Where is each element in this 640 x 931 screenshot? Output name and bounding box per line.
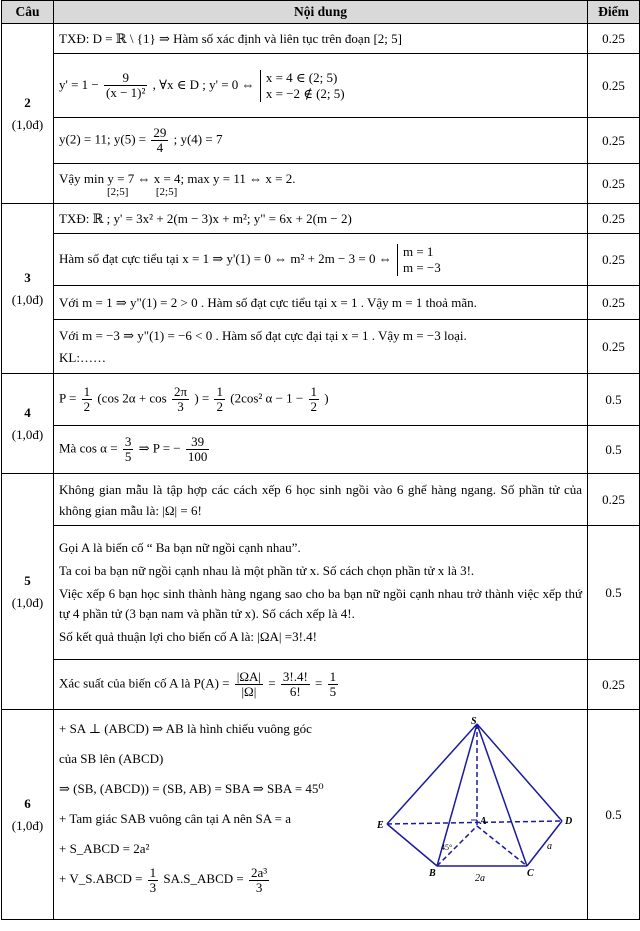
q4-half1 <box>82 385 93 414</box>
q3-line2 <box>54 234 588 286</box>
q5-l4: Việc xếp 6 bạn học sinh thành hàng ngang sao cho ba bạn nữ ngồi cạnh nhau trở thành việc xếp thứ tự 4 phần tử (3 bạn nam và phần tử x). Số cách xếp là 4!. <box>59 586 582 621</box>
label-2a: 2a <box>475 873 485 884</box>
q2-l2a: y' = 1 − <box>59 76 99 92</box>
q6-l6a: + V_S.ABCD = <box>59 871 143 886</box>
label-E: E <box>377 820 384 831</box>
q4-tpi <box>172 385 189 414</box>
q4-points: (1,0đ) <box>11 426 44 442</box>
q3-l5: KL:…… <box>59 349 106 365</box>
q2-frac-num: 9 <box>104 71 147 86</box>
q2-label <box>2 24 54 204</box>
q4-frac4-d: 100 <box>187 449 208 464</box>
q3-score3: 0.25 <box>588 286 640 320</box>
q5-l2: Gọi A là biến cố “ Ba bạn nữ ngồi cạnh nhau”. <box>59 540 301 555</box>
q4-l2a: Mà cos α = <box>59 440 118 456</box>
q4-tpi-n: 2π <box>173 384 188 399</box>
q2-frac2-den: 4 <box>156 140 164 155</box>
edge-SD <box>477 724 562 821</box>
q6-f1 <box>148 866 159 895</box>
q4-label <box>2 374 54 474</box>
q3-sys1: m = 1 <box>402 243 434 259</box>
q4-half1-n: 1 <box>83 384 91 399</box>
q5-f2-d: 6! <box>289 684 301 699</box>
q4-l1d: (2cos² α − 1 − <box>230 390 304 406</box>
q5-score2: 0.5 <box>588 526 640 660</box>
label-S: S <box>471 716 477 727</box>
q4-half2 <box>214 385 225 414</box>
q5-f3 <box>328 670 339 699</box>
q4-half3-d: 2 <box>310 399 318 414</box>
q4-frac3 <box>123 435 134 464</box>
q5-f1-d: |Ω| <box>241 684 257 699</box>
q2-score2: 0.25 <box>588 54 640 118</box>
header-row <box>2 1 640 24</box>
q4-frac4 <box>186 435 210 464</box>
q3-score2: 0.25 <box>588 234 640 286</box>
edge-ED <box>387 821 562 824</box>
edge-CD <box>527 821 562 866</box>
q3-line3: Với m = 1 ⇒ y"(1) = 2 > 0 . Hàm số đạt cực tiểu tại x = 1 . Vậy m = 1 thoả mãn. <box>54 286 588 320</box>
q6-f1-n: 1 <box>149 864 157 880</box>
q2-score1: 0.25 <box>588 24 640 54</box>
q4-frac3-d: 5 <box>124 449 132 464</box>
q2-system <box>260 70 345 102</box>
header-noidung: Nội dung <box>54 1 588 24</box>
q6-points: (1,0đ) <box>11 817 44 833</box>
q6-content <box>54 710 588 920</box>
q2-score3: 0.25 <box>588 118 640 164</box>
q2-line1: TXĐ: D = ℝ \ {1} ⇒ Hàm số xác định và liên tục trên đoạn [2; 5] <box>54 24 588 54</box>
q4-line2 <box>54 426 588 474</box>
header-diem: Điểm <box>588 1 640 24</box>
q2-l3a: y(2) = 11; y(5) = <box>59 131 147 147</box>
q4-l1e: ) <box>324 390 329 406</box>
q2-l4a: Vậy min y = 7 ⇔ x = 4; max y = 11 ⇔ x = 2. <box>59 170 296 186</box>
q5-points: (1,0đ) <box>11 594 44 610</box>
q4-l1b: (cos 2α + cos <box>97 390 167 406</box>
q3-line1: TXĐ: ℝ ; y' = 3x² + 2(m − 3)x + m²; y" = 6x + 2(m − 2) <box>54 204 588 234</box>
q4-frac3-n: 3 <box>124 434 132 449</box>
q2-sys1: x = 4 ∈ (2; 5) <box>265 69 338 85</box>
label-a: a <box>547 841 552 852</box>
q6-l4: + Tam giác SAB vuông cân tại A nên SA = a <box>59 811 291 826</box>
q6-l1: + SA ⊥ (ABCD) ⇒ AB là hình chiếu vuông góc <box>59 721 312 736</box>
q3-score1: 0.25 <box>588 204 640 234</box>
q5-f2 <box>281 670 310 699</box>
q5-score3: 0.25 <box>588 660 640 710</box>
q5-label <box>2 474 54 710</box>
q3-points: (1,0đ) <box>11 291 44 307</box>
q4-l2b: ⇒ P = − <box>138 440 181 456</box>
q2-frac-den: (x − 1)² <box>106 85 146 100</box>
q5-f1-n: |ΩA| <box>236 669 262 684</box>
q6-l2: của SB lên (ABCD) <box>59 751 164 766</box>
q3-score4: 0.25 <box>588 320 640 374</box>
q2-score4: 0.25 <box>588 164 640 204</box>
label-B: B <box>429 868 436 879</box>
q6-l6b: SA.S_ABCD = <box>163 871 244 886</box>
q5-block2 <box>54 526 588 660</box>
q2-frac <box>104 71 147 100</box>
q4-half1-d: 2 <box>83 399 91 414</box>
q2-frac2 <box>151 126 168 155</box>
q4-score1: 0.5 <box>588 374 640 426</box>
answer-table <box>1 0 640 920</box>
q4-half3-n: 1 <box>310 384 318 399</box>
q6-l5: + S_ABCD = 2a² <box>59 841 150 856</box>
q6-f2-d: 3 <box>255 879 263 895</box>
q3-label <box>2 204 54 374</box>
q3-number: 3 <box>24 269 31 285</box>
q3-l2: Hàm số đạt cực tiểu tại x = 1 ⇒ y'(1) = 0 ⇔ m² + 2m − 3 = 0 ⇔ <box>59 250 392 266</box>
edge-SC <box>477 724 527 866</box>
label-C: C <box>527 868 534 879</box>
q5-f3-n: 1 <box>329 669 337 684</box>
q4-l1c: ) = <box>194 390 210 406</box>
q4-score2: 0.5 <box>588 426 640 474</box>
q4-tpi-d: 3 <box>177 399 184 414</box>
q5-f1 <box>235 670 263 699</box>
q6-f2-n: 2a³ <box>250 864 268 880</box>
header-cau: Câu <box>2 1 54 24</box>
q5-score1: 0.25 <box>588 474 640 526</box>
q6-label <box>2 710 54 920</box>
q3-system <box>397 244 441 276</box>
q4-l1a: P = <box>59 390 77 406</box>
q2-line4 <box>54 164 588 204</box>
q4-frac4-n: 39 <box>186 435 210 450</box>
q2-l4sub: [2;5] [2;5] <box>107 185 178 198</box>
q3-line4 <box>54 320 588 374</box>
label-angle: 45° <box>441 843 453 852</box>
q6-l6 <box>59 864 359 895</box>
q2-line3 <box>54 118 588 164</box>
pyramid-figure <box>367 716 587 896</box>
q2-points: (1,0đ) <box>11 116 44 132</box>
q2-number: 2 <box>24 94 31 110</box>
q4-half2-d: 2 <box>216 399 223 414</box>
q6-f1-d: 3 <box>149 879 157 895</box>
q5-line6: Xác suất của biến cố A là P(A) = $\frac{|\Omega A|}{|\Omega|}$ = $\frac{3!.4!}{6!}$ = $\frac{1}{5}$ <box>54 660 588 710</box>
edge-EB <box>387 824 437 866</box>
q3-sys2: m = −3 <box>402 259 441 275</box>
q5-l5: Số kết quả thuận lợi cho biến cố A là: |ΩA| =3!.4! <box>59 629 317 644</box>
q6-l3: ⇒ (SB, (ABCD)) = (SB, AB) = SBA ⇒ SBA = 45⁰ <box>59 781 324 796</box>
label-D: D <box>565 816 573 827</box>
q4-half2-n: 1 <box>216 384 223 399</box>
q3-l4: Với m = −3 ⇒ y"(1) = −6 < 0 . Hàm số đạt cực đại tại x = 1 . Vậy m = −3 loại. <box>59 327 467 343</box>
q2-line2 <box>54 54 588 118</box>
q5-l3: Ta coi ba bạn nữ ngồi cạnh nhau là một phần tử x. Số cách chọn phần tử x là 3!. <box>59 563 475 578</box>
q4-number: 4 <box>24 404 31 420</box>
q5-number: 5 <box>24 572 31 588</box>
label-A: A <box>480 816 487 827</box>
q6-score1: 0.5 <box>588 710 640 920</box>
q2-l2b: , ∀x ∈ D ; y' = 0 ⇔ <box>152 76 255 92</box>
q4-line1 <box>54 374 588 426</box>
q2-frac2-num: 29 <box>153 125 167 140</box>
q6-number: 6 <box>24 795 31 811</box>
q5-l6a: Xác suất của biến cố A là P(A) = <box>59 675 230 691</box>
q2-l3b: ; y(4) = 7 <box>173 131 223 147</box>
q5-f3-d: 5 <box>329 684 337 699</box>
q2-sys2: x = −2 ∉ (2; 5) <box>265 85 345 101</box>
q4-half3 <box>309 385 320 414</box>
q6-f2 <box>249 866 269 895</box>
q5-line1: Không gian mẫu là tập hợp các cách xếp 6 học sinh ngồi vào 6 ghế hàng ngang. Số phần tử của không gian mẫu là: |Ω| = 6! <box>54 474 588 526</box>
q5-f2-n: 3!.4! <box>282 669 308 684</box>
